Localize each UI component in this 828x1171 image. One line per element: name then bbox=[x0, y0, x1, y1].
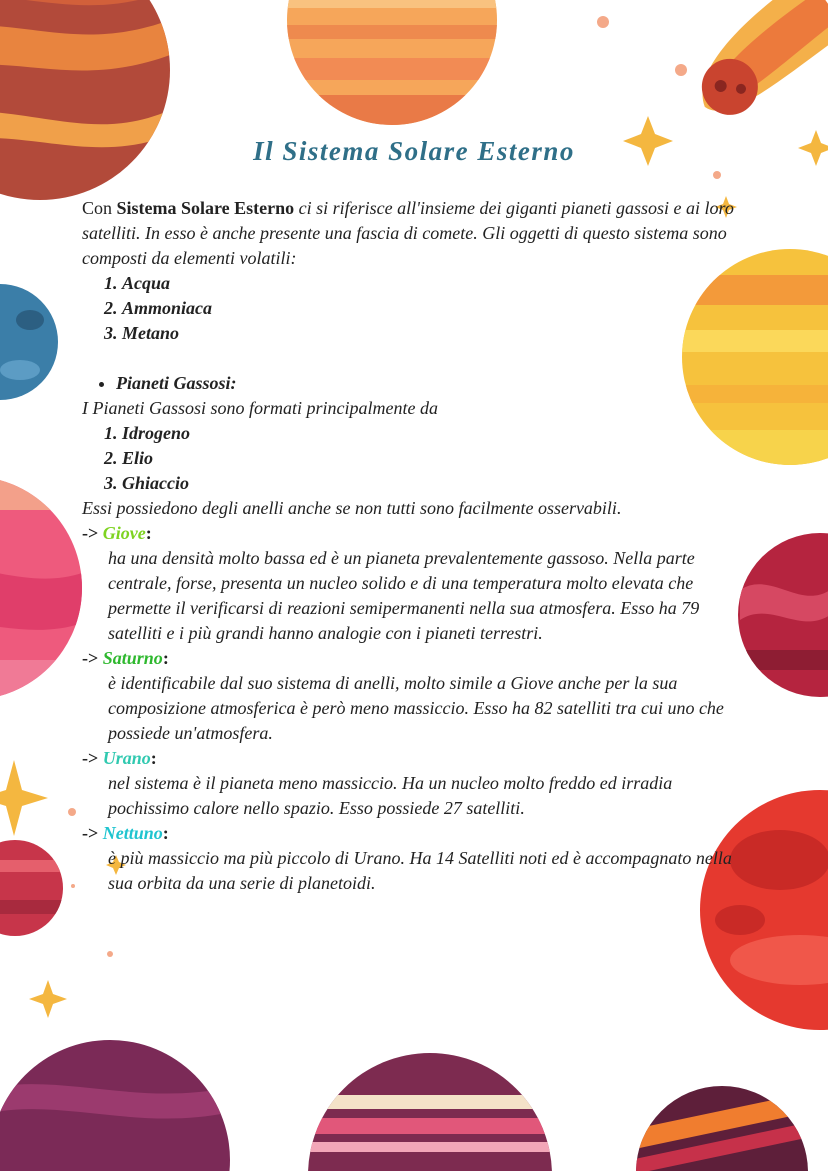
planet-heading-nettuno: -> Nettuno: bbox=[82, 823, 169, 843]
planet-top-left bbox=[0, 0, 190, 210]
intro-text: ci si riferisce all'insieme dei giganti pianeti gassosi e ai loro satelliti. In esso è anche presente una fascia di comete. Gli oggetti di questo sistema sono composti da elementi volatili: bbox=[82, 198, 734, 268]
planet-name: Nettuno bbox=[102, 823, 163, 843]
section-heading: • Pianeti Gassosi: bbox=[116, 371, 742, 396]
planet-description-urano: nel sistema è il pianeta meno massiccio. Ha un nucleo molto freddo ed irradia pochissimo calore nello spazio. Esso possiede 27 satelliti. bbox=[108, 773, 673, 818]
document-body bbox=[82, 196, 742, 896]
planet-heading-saturno: -> Saturno: bbox=[82, 648, 169, 668]
planet-top-center bbox=[280, 0, 510, 130]
planet-left-small bbox=[0, 835, 70, 945]
planet-name: Saturno bbox=[102, 648, 163, 668]
arrow: -> bbox=[82, 748, 99, 768]
planet-right-red bbox=[730, 530, 828, 700]
gas-giants-intro: I Pianeti Gassosi sono formati principalmente da bbox=[82, 398, 438, 418]
arrow: -> bbox=[82, 523, 99, 543]
planet-bottom-right bbox=[630, 1085, 820, 1171]
planet-heading-giove: -> Giove: bbox=[82, 523, 152, 543]
planet-description-giove: ha una densità molto bassa ed è un pianeta prevalentemente gassoso. Nella parte centrale, forse, presenta un nucleo solido e di una temperatura molto elevata che permette il verificarsi di reazioni semipermanenti nella sua atmosfera. Esso ha 79 satelliti e i più grandi hanno analogie con i pianeti terrestri. bbox=[108, 548, 700, 643]
intro-bold-term: Sistema Solare Esterno bbox=[116, 198, 295, 218]
list-item: 1. Acqua bbox=[122, 271, 742, 296]
arrow: -> bbox=[82, 823, 99, 843]
list-item: 2. Ammoniaca bbox=[122, 296, 742, 321]
arrow: -> bbox=[82, 648, 99, 668]
rings-note: Essi possiedono degli anelli anche se non tutti sono facilmente osservabili. bbox=[82, 498, 622, 518]
planet-bottom-center bbox=[300, 1050, 560, 1171]
list-item: 1. Idrogeno bbox=[122, 421, 742, 446]
gas-giants-elements-list bbox=[82, 421, 742, 496]
planet-name: Giove bbox=[102, 523, 146, 543]
planet-left-pink bbox=[0, 470, 90, 710]
volatile-elements-list bbox=[82, 271, 742, 346]
list-item: 3. Ghiaccio bbox=[122, 471, 742, 496]
list-item: 2. Elio bbox=[122, 446, 742, 471]
page-title: Il Sistema Solare Esterno bbox=[253, 136, 575, 166]
comet bbox=[676, 0, 828, 128]
intro-paragraph bbox=[82, 196, 742, 271]
planet-description-nettuno: è più massiccio ma più piccolo di Urano. Ha 14 Satelliti noti ed è accompagnato nella sua orbita da una serie di planetoidi. bbox=[108, 848, 732, 893]
planet-bottom-left bbox=[0, 1035, 250, 1171]
planet-left-blue bbox=[0, 280, 60, 410]
intro-prefix: Con bbox=[82, 198, 117, 218]
planet-name: Urano bbox=[102, 748, 151, 768]
gas-giants-heading-list bbox=[82, 371, 742, 396]
planet-heading-urano: -> Urano: bbox=[82, 748, 157, 768]
list-item: 3. Metano bbox=[122, 321, 742, 346]
planet-description-saturno: è identificabile dal suo sistema di anelli, molto simile a Giove anche per la sua composizione atmosferica è però meno massiccio. Esso ha 82 satelliti tra cui uno che possiede un'atmosfera. bbox=[108, 673, 724, 743]
